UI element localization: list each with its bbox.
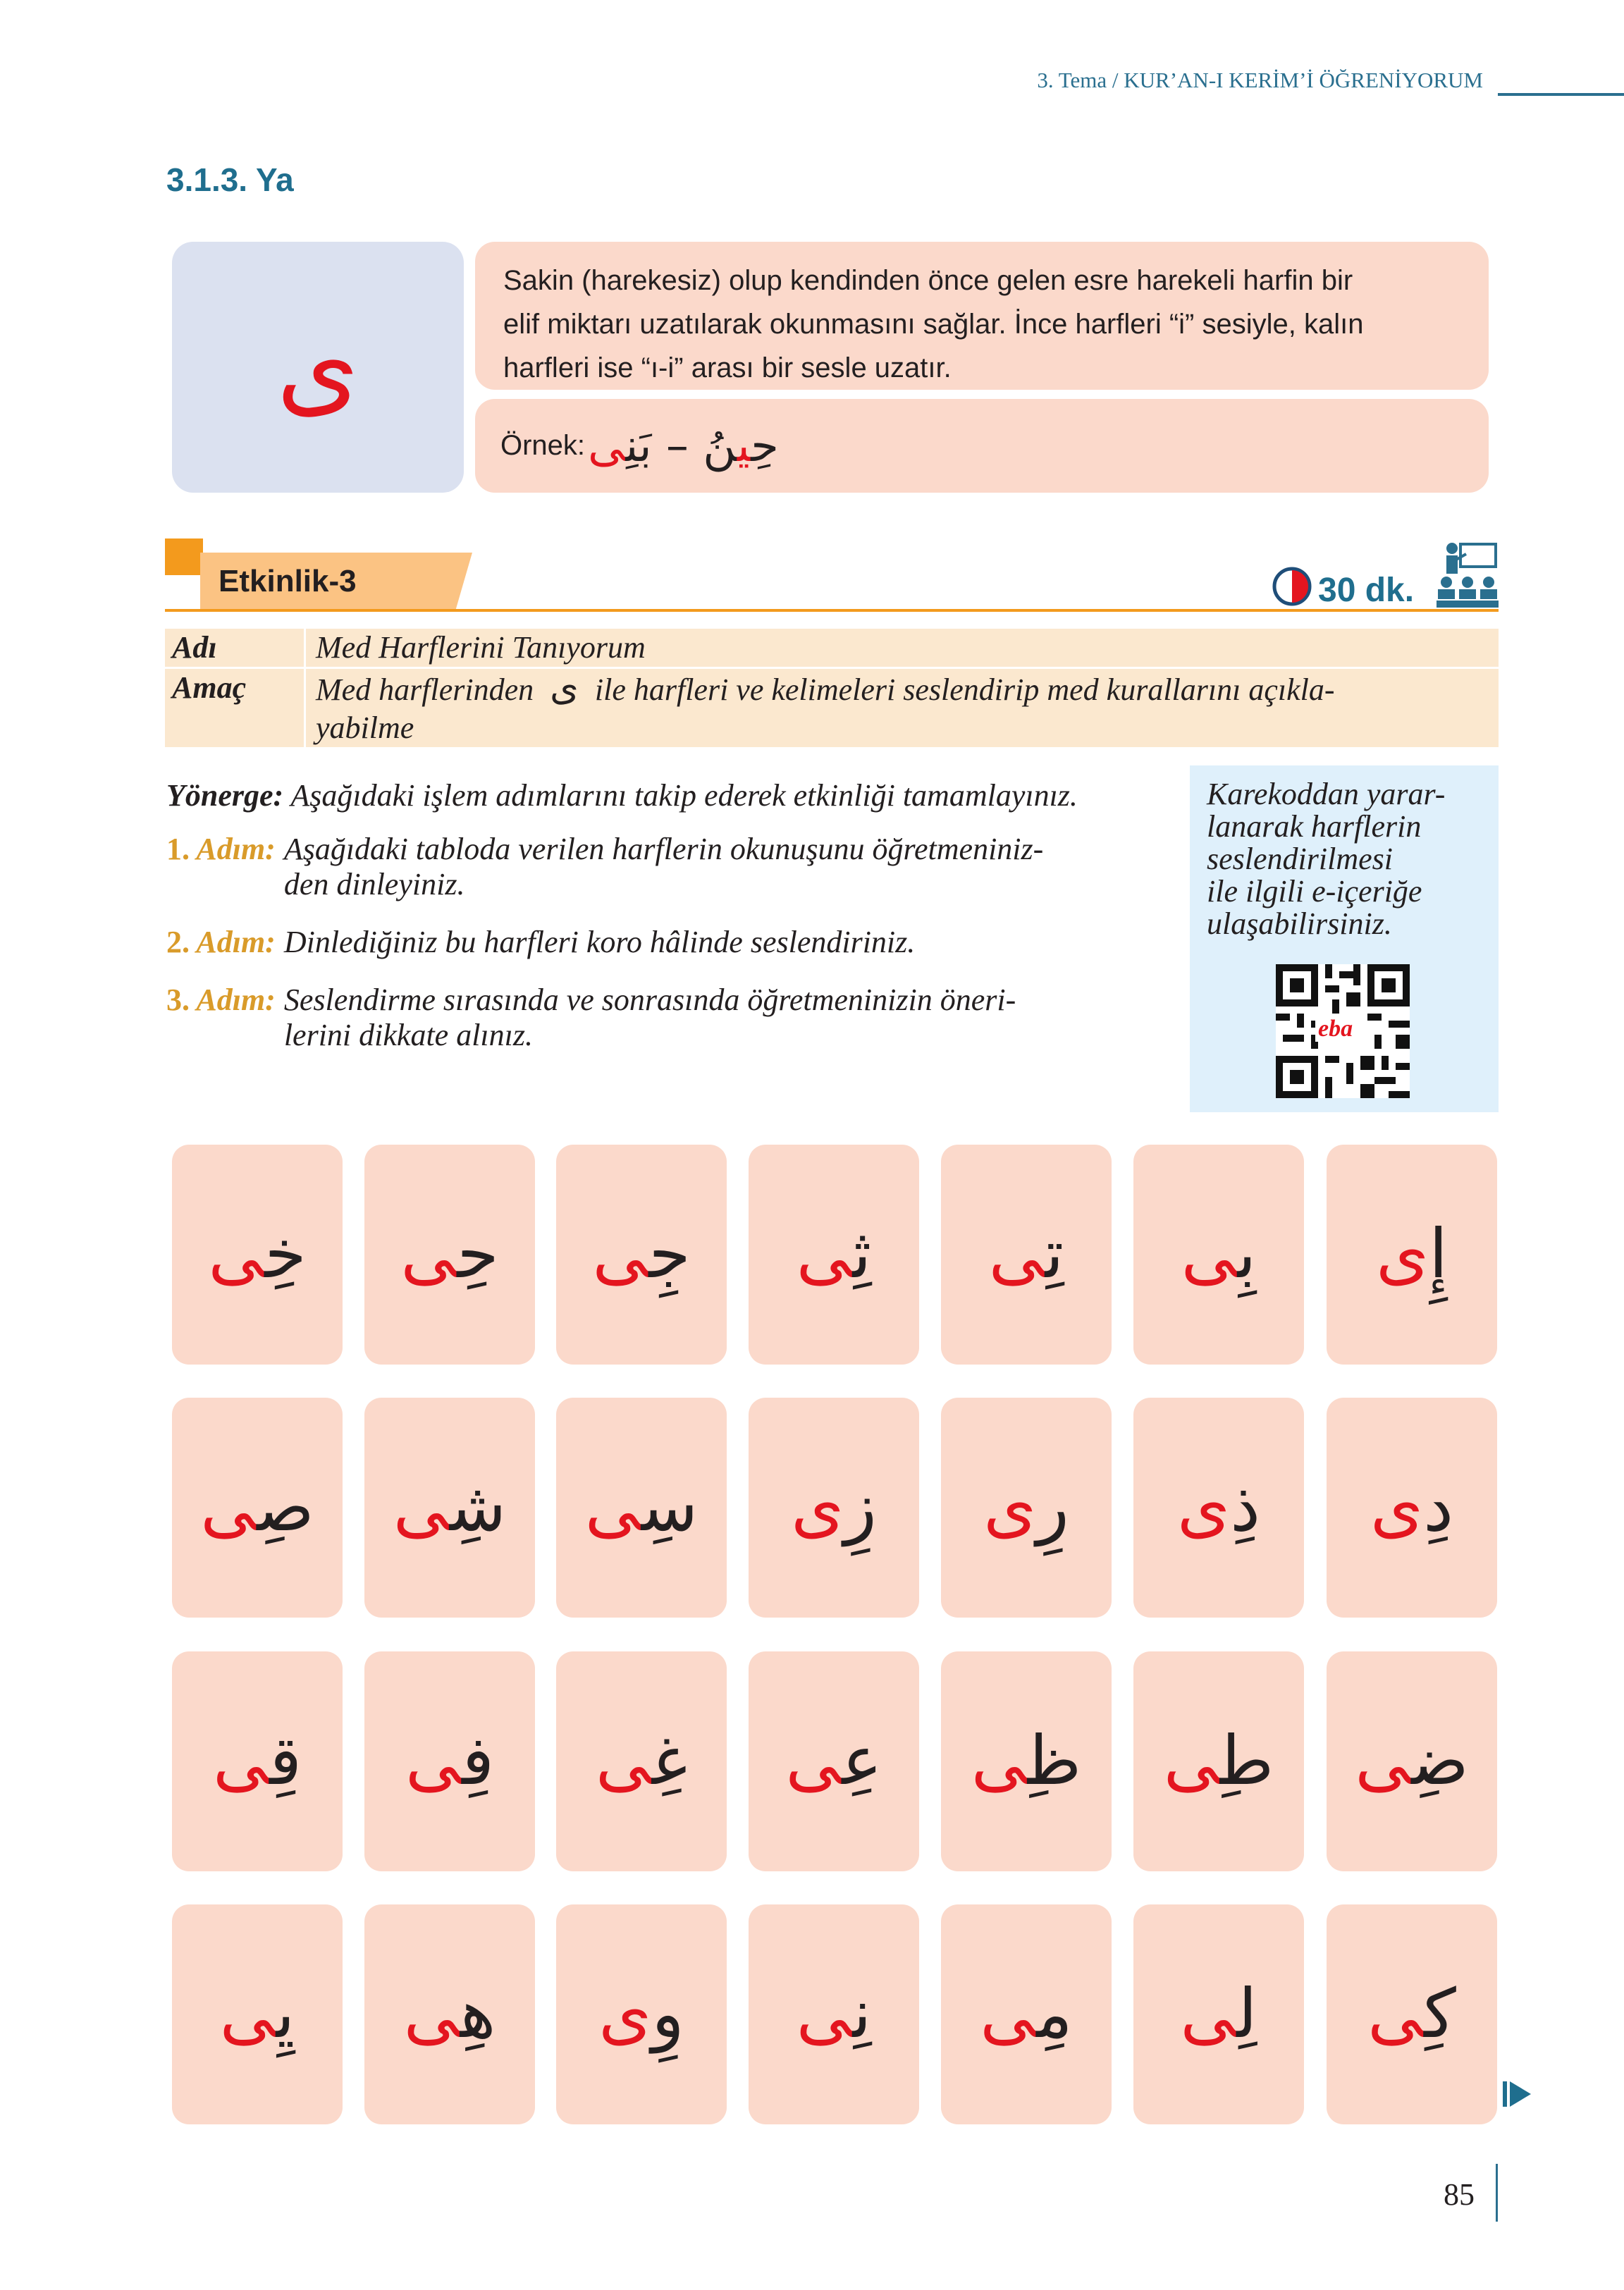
letter-tile [749,1398,919,1618]
letter-tile-ya: ى [983,1467,1037,1547]
step-2-word: Adım: [196,925,276,959]
info-key-purpose: Amaç [165,669,306,747]
letter-tile-base: هِ [460,1974,496,2054]
letter-tile-text [1180,1974,1257,2055]
letter-tile-text [1181,1214,1257,1295]
letter-tile [1133,1398,1304,1618]
letter-tile-ya: ى [791,1467,844,1547]
letter-tile-base: غِ [651,1721,688,1801]
letter-tile [1133,1651,1304,1871]
qr-line-3: seslendirilmesi [1207,842,1393,876]
letter-tile [1133,1904,1304,2124]
letter-tile [556,1398,727,1618]
letter-tile-base: إِ [1429,1214,1448,1294]
letter-tile-ya: ى [1177,1467,1231,1547]
letter-tile [172,1904,343,2124]
page-number: 85 [1444,2177,1475,2212]
letter-tile-text [405,1720,494,1802]
example-dash: – [665,419,689,472]
letter-tile-base: ثِ [852,1214,872,1294]
letter-tile [1327,1145,1497,1365]
letter-tile-text [400,1214,498,1295]
letter-tile-ya: ى [1376,1214,1429,1294]
step-2-number: 2. [166,925,190,959]
letter-tile-base: مِ [1036,1974,1073,2054]
letter-tile-ya: ى [598,1974,652,2054]
activity-info-table [165,629,1499,747]
step-2-line-1: Dinlediğiniz bu harfleri koro hâlinde seslendiriniz. [283,925,916,959]
letter-tile-base: لِ [1236,1974,1257,2054]
ya-letter: ى [276,306,359,429]
letter-tile [749,1904,919,2124]
letter-tile-text [1370,1467,1453,1548]
step-2 [166,925,1153,960]
letter-tile-base: ذِ [1230,1467,1260,1547]
example-word1-ya: ى [588,419,626,472]
letter-tile-text [980,1974,1072,2055]
step-2-label [166,925,276,960]
purpose-ya-letter: ى [550,667,579,709]
letter-tile-ya: ى [1367,1974,1425,2054]
example-words [588,420,779,472]
letter-tile [941,1651,1112,1871]
letter-tile-ya: ى [1163,1721,1220,1801]
letter-tile-base: فِ [462,1721,494,1801]
instructions-intro-label: Yönerge: [166,778,284,813]
description-line-1: Sakin (harekesiz) olup kendinden önce gelen esre harekeli harfin bir [503,265,1353,296]
letter-tile-ya: ى [405,1721,462,1801]
letter-tile-ya: ى [796,1974,853,2054]
letter-tile-ya: ى [400,1214,457,1294]
letter-tile-text [796,1214,872,1295]
activity-title: Etkinlik-3 [219,564,357,598]
letter-tile [941,1398,1112,1618]
letter-tile-ya: ى [1180,1974,1237,2054]
letter-tile-base: عِ [842,1721,882,1801]
running-header: 3. Tema / KUR’AN-I KERİM’İ ÖĞRENİYORUM [1037,68,1483,92]
letter-tile-text [796,1974,872,2055]
letter-tile [941,1904,1112,2124]
step-1-label [166,832,276,902]
step-2-text [284,925,915,960]
letter-tile-base: يِ [276,1974,295,2054]
letter-tile-text [1177,1467,1260,1548]
letter-tile-ya: ى [796,1214,853,1294]
letter-tile-text [785,1720,882,1802]
qr-description [1207,778,1489,940]
example-word2-part1: ح [751,419,779,472]
letter-tile-ya: ى [595,1721,652,1801]
classroom-icon [1437,541,1499,609]
letter-tile-text [971,1720,1081,1802]
letter-tile-ya: ى [208,1214,265,1294]
letter-tile-text [596,1720,687,1802]
letter-tile-text [404,1974,496,2055]
example-word2-ya: ِي [737,419,751,472]
instructions [166,778,1153,1076]
example-label: Örnek: [500,430,586,461]
duration-label: 30 dk. [1318,572,1415,609]
letter-tile [749,1145,919,1365]
info-row-name [165,629,1499,667]
letter-tile-base: ضِ [1411,1721,1469,1801]
info-row-purpose [165,667,1499,747]
step-1-line-2: den dinleyiniz. [283,867,465,901]
letter-tile-ya: ى [584,1467,641,1547]
letter-tile [749,1651,919,1871]
page-number-rule [1496,2164,1498,2222]
letter-tile-ya: ى [785,1721,842,1801]
letter-tile-text [213,1720,302,1802]
step-3-text [284,983,1016,1053]
letter-tile-ya: ى [403,1974,460,2054]
letter-tile-text [983,1467,1069,1548]
letter-tile-base: ظِ [1027,1721,1082,1801]
letter-card [172,242,464,493]
letter-tile-text [989,1214,1064,1295]
description-line-3: harfleri ise “ı-i” arası bir sesle uzatır. [503,352,952,383]
info-value-name: Med Harflerini Tanıyorum [316,630,646,665]
instructions-intro [166,778,1153,813]
letter-tile-ya: ى [1355,1721,1412,1801]
letter-tile-base: دِ [1423,1467,1453,1547]
letter-tile-base: بِ [1237,1214,1257,1294]
activity-marker [165,538,203,575]
letter-tile-text [1355,1720,1469,1802]
eba-logo: eba [1315,1016,1355,1042]
letter-tile-ya: ى [592,1214,649,1294]
letter-tile-text [592,1214,690,1295]
letter-tile-ya: ى [971,1721,1028,1801]
step-1-number: 1. [166,832,190,866]
qr-info-box [1190,765,1499,1112]
letter-tile-text [1367,1974,1456,2055]
step-1-word: Adım: [196,832,276,866]
section-title: 3.1.3. Ya [166,161,294,198]
step-1 [166,832,1153,902]
letter-tile [364,1398,535,1618]
letter-tile-base: قِ [269,1721,302,1801]
letter-tile-base: طِ [1219,1721,1274,1801]
letter-tile-base: زِ [844,1467,877,1547]
letter-tile [556,1904,727,2124]
letter-tile [172,1398,343,1618]
letter-tile-base: كِ [1424,1974,1456,2054]
step-3-number: 3. [166,983,190,1017]
info-key-name: Adı [165,629,306,667]
purpose-text-line2: yabilme [316,710,414,745]
letter-tile-ya: ى [213,1721,270,1801]
example-box [475,399,1489,493]
letter-tile-text [393,1467,506,1548]
letter-tile [364,1145,535,1365]
step-3-word: Adım: [196,983,276,1017]
example-word1-base: بَنِ [625,419,652,472]
letter-tile-text [200,1467,314,1548]
purpose-text-before: Med harflerinden [316,672,534,707]
letter-tile-base: نِ [852,1974,872,2054]
letter-tile-base: تِ [1045,1214,1064,1294]
letter-tile-ya: ى [1370,1467,1424,1547]
letter-tile-ya: ى [219,1974,276,2054]
letter-tile-base: خِ [264,1214,307,1294]
qr-line-1: Karekoddan yarar- [1207,777,1446,811]
letter-tile-base: صِ [257,1467,314,1547]
qr-line-4: ile ilgili e-içeriğe [1207,874,1422,909]
step-1-line-1: Aşağıdaki tabloda verilen harflerin okunuşunu öğretmeniniz- [283,832,1044,866]
step-1-text [284,832,1043,902]
letter-tile [556,1651,727,1871]
letter-tile [1327,1651,1497,1871]
example-word2-part2: نُ [703,419,737,472]
letter-tile-base: شِ [449,1467,507,1547]
next-page-arrow-icon[interactable] [1503,2080,1531,2108]
letter-tile-base: وِ [651,1974,684,2054]
letter-tile-text [791,1467,877,1548]
letter-tile-ya: ى [988,1214,1045,1294]
letter-tile-ya: ى [200,1467,257,1547]
letter-tile [1133,1145,1304,1365]
description-box [475,242,1489,390]
step-3 [166,983,1153,1053]
letter-tile-text [220,1974,295,2055]
step-3-label [166,983,276,1053]
letter-tile-ya: ى [980,1974,1037,2054]
letter-tile-text [1376,1214,1448,1295]
header-rule [1498,93,1624,96]
letter-tile-text [1164,1720,1274,1802]
letter-tile [172,1145,343,1365]
purpose-text-after: ile harfleri ve kelimeleri seslendirip med kurallarını açıkla- [594,672,1335,707]
qr-line-5: ulaşabilirsiniz. [1207,906,1392,941]
activity-rule [165,609,1499,612]
letter-tile-base: جِ [648,1214,691,1294]
letter-tile [172,1651,343,1871]
letter-tile [1327,1398,1497,1618]
letter-tile-base: رِ [1036,1467,1069,1547]
info-value-purpose [306,669,1499,747]
letter-tile-base: حِ [457,1214,499,1294]
letter-tile-text [598,1974,684,2055]
letter-tile [941,1145,1112,1365]
qr-line-2: lanarak harflerin [1207,809,1422,844]
instructions-intro-text: Aşağıdaki işlem adımlarını takip ederek etkinliği tamamlayınız. [290,778,1078,813]
description-line-2: elif miktarı uzatılarak okunmasını sağlar. İnce harfleri “i” sesiyle, kalın [503,309,1364,340]
letter-tile-text [208,1214,306,1295]
letter-tile-text [585,1467,698,1548]
letter-tile [1327,1904,1497,2124]
letter-tile-ya: ى [1181,1214,1238,1294]
letter-tile [556,1145,727,1365]
letter-tile-ya: ى [393,1467,450,1547]
step-3-line-2: lerini dikkate alınız. [283,1018,533,1052]
letter-tile [364,1651,535,1871]
clock-icon [1272,566,1312,607]
step-3-line-1: Seslendirme sırasında ve sonrasında öğretmeninizin öneri- [283,983,1016,1017]
letter-tile [364,1904,535,2124]
letter-tile-base: سِ [641,1467,699,1547]
